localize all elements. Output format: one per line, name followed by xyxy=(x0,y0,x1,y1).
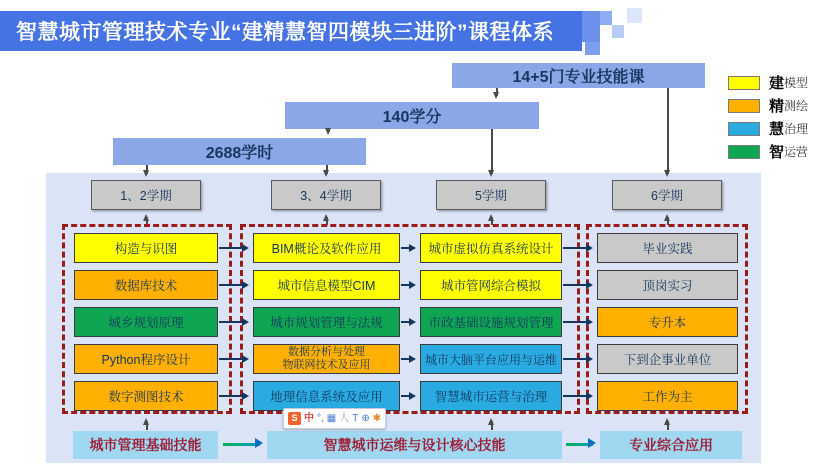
flow-arrow xyxy=(219,247,246,249)
legend-item xyxy=(728,118,808,139)
legend-item xyxy=(728,72,808,93)
soft-keyboard-icon[interactable]: ▦ xyxy=(326,413,337,424)
flow-arrow xyxy=(401,395,413,397)
toolbox-icon[interactable]: ⊕ xyxy=(361,413,370,424)
hours-label: 2688学时 xyxy=(205,145,274,162)
legend-item xyxy=(728,141,808,162)
page-title: 智慧城市管理技术专业“建精慧智四模块三进阶”课程体系 xyxy=(16,21,554,44)
mosaic-square xyxy=(585,42,600,55)
stage-box-core-skills xyxy=(267,431,562,459)
semester-box-3-4 xyxy=(271,180,381,210)
course-box: 城市规划管理与法规 xyxy=(253,307,400,337)
flow-arrow xyxy=(563,247,590,249)
flow-arrow xyxy=(219,358,246,360)
course-box: Python程序设计 xyxy=(74,344,218,374)
legend-swatch-yellow xyxy=(728,76,760,90)
profile-icon[interactable]: 人 xyxy=(339,413,350,424)
connector-arrow-down xyxy=(496,88,498,96)
course-box: 构造与识图 xyxy=(74,233,218,263)
flow-arrow xyxy=(401,321,413,323)
course-label: 数据分析与处理 xyxy=(288,346,365,358)
credits-label: 140学分 xyxy=(382,109,442,126)
settings-gear-icon[interactable]: ✱ xyxy=(372,413,382,424)
legend-text: 运营 xyxy=(784,145,809,159)
legend-text: 测绘 xyxy=(784,99,809,113)
course-box: 城市管网综合模拟 xyxy=(420,270,562,300)
connector-arrow-up xyxy=(667,421,669,430)
course-box: 智慧城市运营与治理 xyxy=(420,381,562,411)
sogou-logo-icon[interactable]: S xyxy=(288,412,301,425)
legend-text: 模型 xyxy=(784,76,809,90)
stage-box-applied xyxy=(600,431,742,459)
connector-arrow-down xyxy=(328,129,330,132)
progression-arrow xyxy=(223,443,260,446)
legend-swatch-orange xyxy=(728,99,760,113)
connector-arrow-up xyxy=(146,421,148,430)
course-box xyxy=(253,344,400,374)
stage-label: 智慧城市运维与设计核心技能 xyxy=(323,437,506,453)
course-box: 数据库技术 xyxy=(74,270,218,300)
course-box: 市政基础设施规划管理 xyxy=(420,307,562,337)
progression-arrow xyxy=(566,443,593,446)
stage-label: 专业综合应用 xyxy=(629,437,713,453)
legend-swatch-green xyxy=(728,145,760,159)
flow-arrow xyxy=(219,284,246,286)
flow-arrow xyxy=(401,358,413,360)
chinese-mode-icon[interactable]: 中 xyxy=(304,413,314,424)
ime-toolbar[interactable] xyxy=(283,408,386,429)
stage-label: 城市管理基础技能 xyxy=(89,437,202,453)
course-box: 城市信息模型CIM xyxy=(253,270,400,300)
connector-arrow-down xyxy=(146,165,148,174)
flow-arrow xyxy=(401,284,413,286)
connector-arrow-down xyxy=(491,129,493,174)
outcome-box: 专升本 xyxy=(597,307,738,337)
legend-text: 治理 xyxy=(784,122,809,136)
course-box: 城市虚拟仿真系统设计 xyxy=(420,233,562,263)
mosaic-square xyxy=(612,25,624,38)
flow-arrow xyxy=(563,284,590,286)
legend-item xyxy=(728,95,808,116)
flow-arrow xyxy=(219,395,246,397)
legend-key: 慧 xyxy=(769,121,785,138)
semester-box-1-2 xyxy=(91,180,201,210)
connector-arrow-down xyxy=(667,88,669,174)
connector-arrow-down xyxy=(326,165,328,174)
flow-arrow xyxy=(563,395,590,397)
outcome-box: 下到企事业单位 xyxy=(597,344,738,374)
title-banner xyxy=(0,11,582,51)
course-label-line2: 物联网技术及应用 xyxy=(282,359,371,371)
legend-key: 精 xyxy=(769,98,785,115)
flow-arrow xyxy=(219,321,246,323)
course-box: 地理信息系统及应用 xyxy=(253,381,400,411)
credits-bar xyxy=(285,102,539,129)
course-box: 数字测图技术 xyxy=(74,381,218,411)
mosaic-square xyxy=(627,8,642,23)
flow-arrow xyxy=(563,358,590,360)
flow-arrow xyxy=(401,247,413,249)
semester-label: 5学期 xyxy=(475,189,507,203)
course-box: BIM概论及软件应用 xyxy=(253,233,400,263)
outcome-box: 顶岗实习 xyxy=(597,270,738,300)
course-box: 城市大脑平台应用与运维 xyxy=(420,344,562,374)
semester-label: 6学期 xyxy=(651,189,683,203)
connector-arrow-up xyxy=(491,421,493,430)
flow-arrow xyxy=(563,321,590,323)
semester-box-5 xyxy=(436,180,546,210)
legend-key: 智 xyxy=(769,144,785,161)
outcome-box: 毕业实践 xyxy=(597,233,738,263)
legend-key: 建 xyxy=(769,75,785,92)
semester-box-6 xyxy=(612,180,722,210)
stage-box-basic-skills xyxy=(73,431,218,459)
hours-bar xyxy=(113,138,366,165)
skin-icon[interactable]: T xyxy=(352,413,359,424)
legend-swatch-cyan xyxy=(728,122,760,136)
skill-courses-label: 14+5门专业技能课 xyxy=(512,69,645,86)
mosaic-square xyxy=(582,11,600,42)
semester-label: 1、2学期 xyxy=(120,189,172,203)
mosaic-square xyxy=(600,11,612,25)
skill-courses-bar xyxy=(452,63,705,88)
course-box: 城乡规划原理 xyxy=(74,307,218,337)
outcome-box: 工作为主 xyxy=(597,381,738,411)
punctuation-icon[interactable]: °, xyxy=(317,413,324,424)
semester-label: 3、4学期 xyxy=(300,189,352,203)
